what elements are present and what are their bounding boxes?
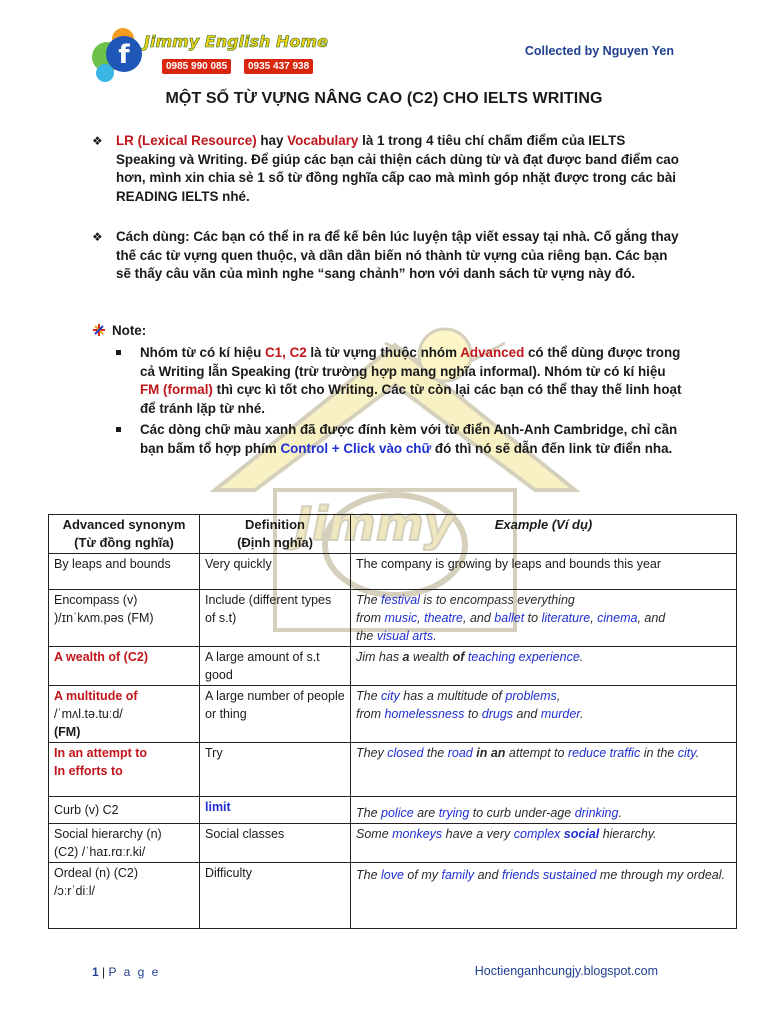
example-cell: They closed the road in an attempt to reduce traffic in the city.	[351, 743, 737, 797]
note-bullet-2	[116, 421, 682, 458]
definition-cell: A large number of people or thing	[200, 686, 351, 743]
dictionary-link[interactable]: city	[381, 689, 400, 703]
note-label: Note:	[112, 323, 147, 338]
table-row	[49, 743, 737, 797]
vocabulary-table	[48, 514, 737, 929]
example-cell: The company is growing by leaps and bounds this year	[351, 554, 737, 590]
definition-cell: Social classes	[200, 824, 351, 863]
note-bullet-1	[116, 344, 682, 419]
intro-text: hay	[256, 133, 288, 148]
word-cell: In an attempt to In efforts to	[49, 743, 200, 797]
dictionary-link[interactable]: cinema	[597, 611, 638, 625]
dictionary-link[interactable]: closed	[387, 746, 424, 760]
logo-title: Jimmy English Home	[144, 32, 328, 51]
example-cell: The festival is to encompass everything from music, theatre, and ballet to literature, cinema, and the visual arts.	[351, 590, 737, 647]
table-row	[49, 863, 737, 929]
footer-website: Hoctienganhcungjy.blogspot.com	[474, 964, 658, 978]
dictionary-link[interactable]: ballet	[494, 611, 525, 625]
dictionary-link[interactable]: complex	[513, 827, 561, 841]
table-row	[49, 797, 737, 824]
table-row	[49, 647, 737, 686]
facebook-icon: f	[106, 36, 142, 72]
definition-cell: Try	[200, 743, 351, 797]
usage-text: Cách dùng: Các bạn có thể in ra để kế bên lúc luyện tập viết essay tại nhà. Cố gắng thay thế các từ vựng quen thuộc, và dần dần biến nó thành từ vựng của riêng bạn. Các bạn sẽ thấy câu văn của mình nghe “sang chảnh” hơn với danh sách từ vựng này đó.	[116, 229, 679, 282]
dictionary-link[interactable]: drugs	[481, 707, 514, 721]
lr-term: LR (Lexical Resource)	[116, 133, 257, 148]
word-cell: Curb (v) C2	[49, 797, 200, 824]
advanced-term: Advanced	[460, 345, 525, 360]
dictionary-link[interactable]: social	[563, 827, 600, 841]
fm-term: FM (formal)	[140, 382, 213, 398]
page-title: MỘT SỐ TỪ VỰNG NÂNG CAO (C2) CHO IELTS WRITING	[165, 90, 603, 107]
c1-c2-term: C1, C2	[265, 345, 307, 360]
dictionary-link[interactable]: music	[384, 611, 418, 625]
square-bullet-icon	[116, 350, 121, 355]
dictionary-link[interactable]: teaching experience	[467, 650, 580, 664]
note-pin-icon	[92, 323, 106, 337]
diamond-bullet-icon: ❖	[92, 134, 103, 148]
dictionary-link[interactable]: theatre	[424, 611, 464, 625]
note-text: có thể dùng được trong cả Writing lẫn Speaking (trừ trường hợp mang nghĩa informal). Nhóm từ có kí hiệu	[140, 345, 681, 379]
control-click-hint: Control + Click vào chữ	[280, 440, 432, 456]
note-heading	[92, 323, 146, 338]
dictionary-link[interactable]: drinking	[574, 806, 619, 820]
note-text: thì cực kì tốt cho Writing. Các từ còn lại các bạn có thể thay thế linh hoạt để tránh lặp từ nhé.	[140, 382, 682, 417]
square-bullet-icon	[116, 427, 121, 432]
table-row	[49, 554, 737, 590]
table-row	[49, 824, 737, 863]
dictionary-link[interactable]: murder	[540, 707, 580, 721]
dictionary-link[interactable]: police	[381, 806, 414, 820]
jimmy-english-logo	[92, 28, 328, 80]
dictionary-link[interactable]: reduce traffic	[567, 746, 641, 760]
page-number: 1 | P a g e	[92, 965, 161, 979]
dictionary-link[interactable]: monkeys	[392, 827, 443, 841]
logo-phone-1: 0985 990 085	[162, 59, 231, 74]
dictionary-link[interactable]: city	[677, 746, 696, 760]
vocabulary-term: Vocabulary	[287, 133, 359, 148]
dictionary-link[interactable]: homelessness	[384, 707, 465, 721]
definition-link[interactable]: limit	[200, 797, 351, 824]
example-cell: Jim has a wealth of teaching experience.	[351, 647, 737, 686]
logo-phone-2: 0935 437 938	[244, 59, 313, 74]
table-header-row	[49, 515, 737, 554]
word-cell: Encompass (v) )/ɪnˈkʌm.pəs (FM)	[49, 590, 200, 647]
svg-text:Jimmy: Jimmy	[295, 497, 454, 551]
dictionary-link[interactable]: family	[441, 868, 475, 882]
usage-paragraph	[92, 228, 682, 284]
note-text: đó thì nó sẽ dẫn đến link từ điển nha.	[431, 440, 673, 456]
definition-cell: A large amount of s.t good	[200, 647, 351, 686]
table-row	[49, 590, 737, 647]
note-text: là từ vựng thuộc nhóm	[306, 345, 461, 360]
intro-paragraph	[92, 132, 682, 207]
dictionary-link[interactable]: literature	[541, 611, 591, 625]
dictionary-link[interactable]: festival	[381, 593, 420, 607]
word-cell: A wealth of (C2)	[49, 647, 200, 686]
note-text: Nhóm từ có kí hiệu	[140, 345, 266, 360]
table-row	[49, 686, 737, 743]
dictionary-link[interactable]: visual arts	[376, 629, 434, 643]
definition-cell: Very quickly	[200, 554, 351, 590]
example-cell: The police are trying to curb under-age drinking.	[351, 797, 737, 824]
definition-cell: Difficulty	[200, 863, 351, 929]
dictionary-link[interactable]: road	[447, 746, 473, 760]
note-text: Các dòng chữ màu xanh đã được đính kèm với từ điển Anh-Anh Cambridge, chỉ cần bạn bấm tổ hợp phím	[140, 422, 678, 456]
dictionary-link[interactable]: friends sustained	[501, 868, 597, 882]
word-cell: Social hierarchy (n) (C2) /ˈhaɪ.rɑːr.ki/	[49, 824, 200, 863]
word-cell: Ordeal (n) (C2) /ɔːrˈdiːl/	[49, 863, 200, 929]
diamond-bullet-icon: ❖	[92, 230, 103, 244]
header-definition: Definition (Định nghĩa)	[200, 515, 351, 554]
dictionary-link[interactable]: love	[381, 868, 404, 882]
definition-cell: Include (different types of s.t)	[200, 590, 351, 647]
header-synonym: Advanced synonym (Từ đồng nghĩa)	[49, 515, 200, 554]
example-cell: The love of my family and friends sustained me through my ordeal.	[351, 863, 737, 929]
dictionary-link[interactable]: trying	[438, 806, 470, 820]
word-cell: A multitude of /ˈmʌl.tə.tuːd/ (FM)	[49, 686, 200, 743]
dictionary-link[interactable]: problems	[505, 689, 557, 703]
collected-by: Collected by Nguyen Yen	[524, 44, 674, 58]
word-cell: By leaps and bounds	[49, 554, 200, 590]
example-cell: Some monkeys have a very complex social hierarchy.	[351, 824, 737, 863]
header-example: Example (Ví dụ)	[351, 515, 737, 554]
example-cell: The city has a multitude of problems, from homelessness to drugs and murder.	[351, 686, 737, 743]
intro-text: là 1 trong 4 tiêu chí chấm điểm của IELTS Speaking và Writing. Để giúp các bạn cải thiện cách dùng từ và đạt được band điểm cao hơn, mình xin chia sẻ 1 số từ đồng nghĩa cấp cao mà mình góp nhặt được trong các bài READING IELTS nhé.	[116, 133, 679, 205]
